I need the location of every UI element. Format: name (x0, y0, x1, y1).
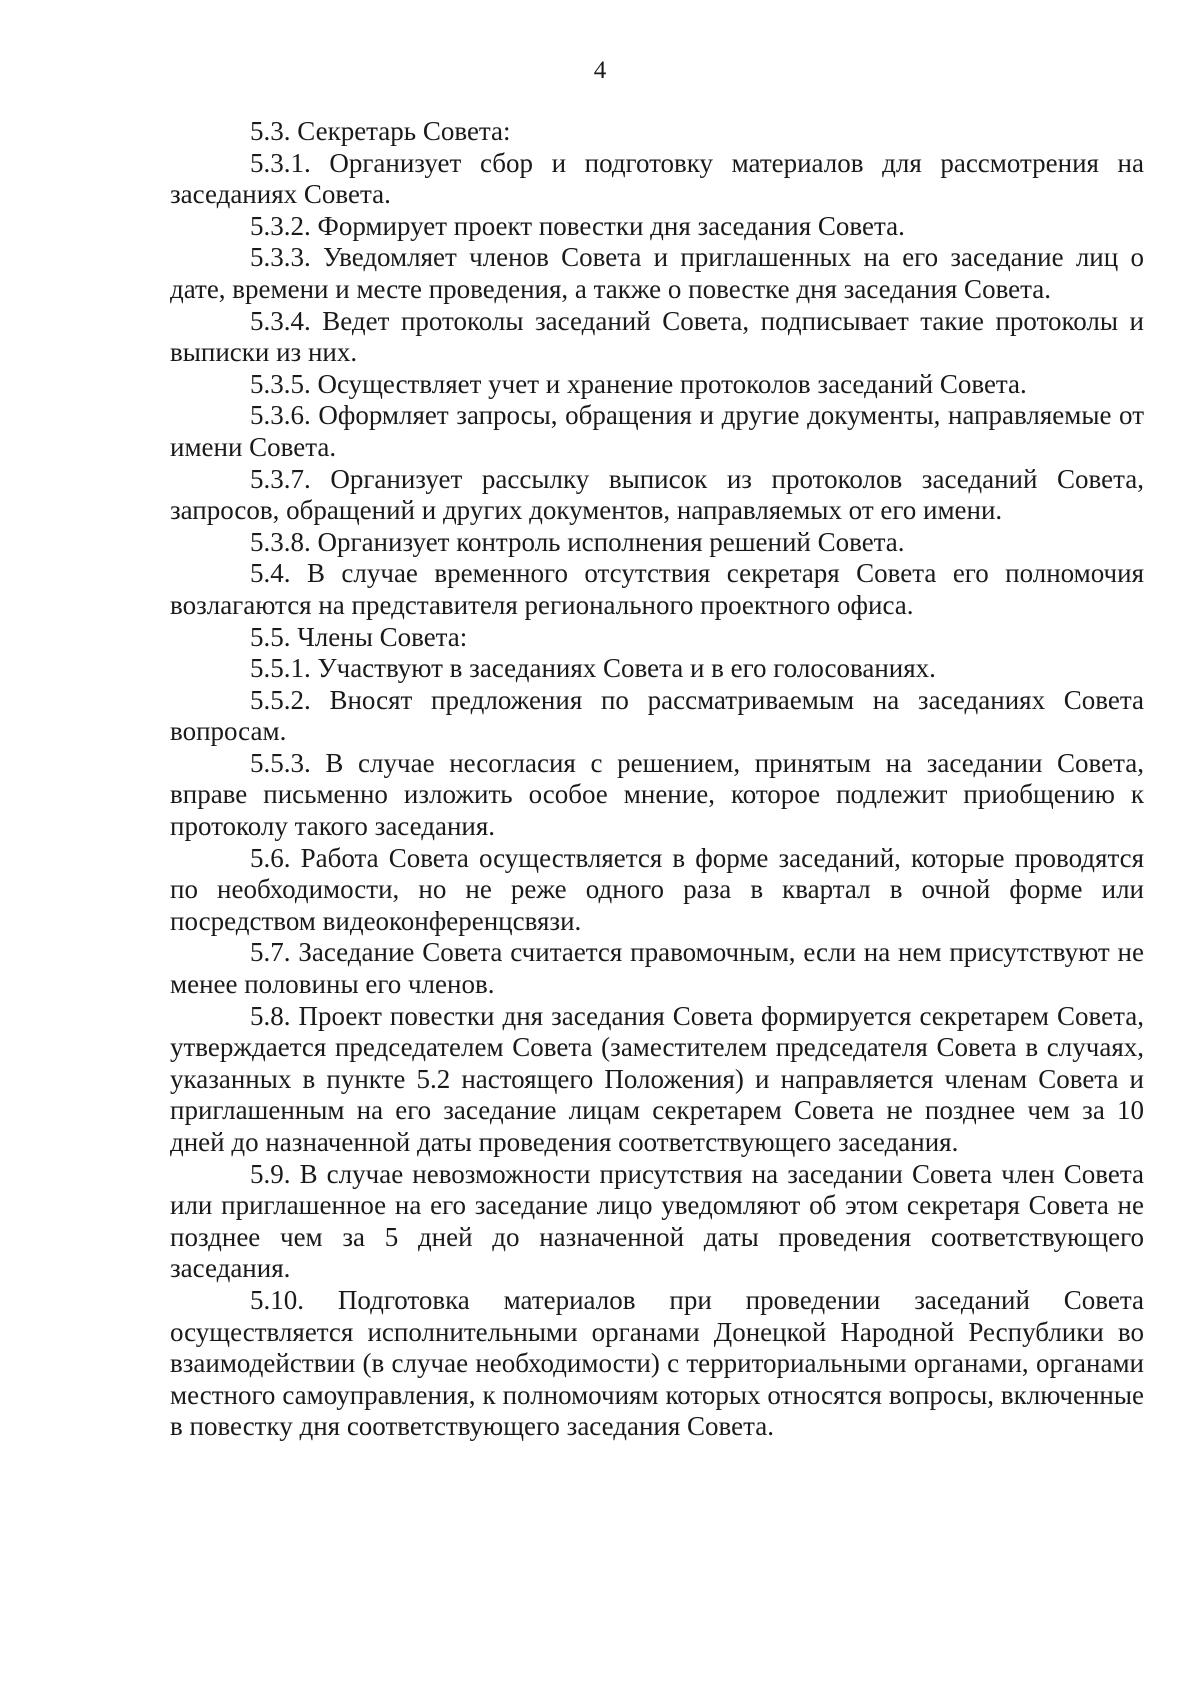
paragraph-5-8: 5.8. Проект повестки дня заседания Совета формируется секретарем Совета, утверждается председателем Совета (заместителем председателя Совета в случаях, указанных в пункте 5.2 настоящего Положения) и направляется членам Совета и приглашенным на его заседание лицам секретарем Совета не позднее чем за 10 дней до назначенной даты проведения соответствующего заседания. (170, 1000, 1144, 1157)
paragraph-5-4: 5.4. В случае временного отсутствия секретаря Совета его полномочия возлагаются на представителя регионального проектного офиса. (170, 558, 1144, 620)
paragraph-5-10: 5.10. Подготовка материалов при проведении заседаний Совета осуществляется исполнительными органами Донецкой Народной Республики во взаимодействии (в случае необходимости) с территориальными органами, органами местного самоуправления, к полномочиям которых относятся вопросы, включенные в повестку дня соответствующего заседания Совета. (170, 1284, 1144, 1442)
paragraph-5-7: 5.7. Заседание Совета считается правомочным, если на нем присутствуют не менее половины его членов. (170, 937, 1144, 1000)
paragraph-5-3-5: 5.3.5. Осуществляет учет и хранение протоколов заседаний Совета. (250, 368, 1027, 399)
document-body (170, 116, 1144, 1443)
paragraph-5-3: 5.3. Секретарь Совета: (250, 116, 511, 146)
paragraph-5-5-2: 5.5.2. Вносят предложения по рассматриваемым на заседаниях Совета вопросам. (170, 684, 1144, 747)
paragraph-5-3-4: 5.3.4. Ведет протоколы заседаний Совета, подписывает такие протоколы и выписки из них. (170, 305, 1144, 368)
paragraph-5-9: 5.9. В случае невозможности присутствия на заседании Совета член Совета или приглашенное на его заседание лицо уведомляют об этом секретаря Совета не позднее чем за 5 дней до назначенной даты проведения соответствующего заседания. (170, 1158, 1144, 1284)
page-number: 4 (593, 57, 607, 84)
paragraph-5-3-1: 5.3.1. Организует сбор и подготовку материалов для рассмотрения на заседаниях Совета. (170, 147, 1144, 210)
paragraph-5-3-3: 5.3.3. Уведомляет членов Совета и приглашенных на его заседание лиц о дате, времени и месте проведения, а также о повестке дня заседания Совета. (170, 242, 1144, 304)
paragraph-5-3-6: 5.3.6. Оформляет запросы, обращения и другие документы, направляемые от имени Совета. (170, 400, 1144, 462)
paragraph-5-5-1: 5.5.1. Участвуют в заседаниях Совета и в его голосованиях. (250, 653, 936, 684)
paragraph-5-5: 5.5. Члены Совета: (250, 621, 468, 652)
paragraph-5-3-2: 5.3.2. Формирует проект повестки дня заседания Совета. (250, 210, 905, 241)
paragraph-5-6: 5.6. Работа Совета осуществляется в форме заседаний, которые проводятся по необходимости, но не реже одного раза в квартал в очной форме или посредством видеоконференцсвязи. (170, 842, 1144, 936)
paragraph-5-3-7: 5.3.7. Организует рассылку выписок из протоколов заседаний Совета, запросов, обращений и других документов, направляемых от его имени. (170, 463, 1144, 526)
paragraph-5-5-3: 5.5.3. В случае несогласия с решением, принятым на заседании Совета, вправе письменно изложить особое мнение, которое подлежит приобщению к протоколу такого заседания. (170, 747, 1144, 842)
paragraph-5-3-8: 5.3.8. Организует контроль исполнения решений Совета. (250, 526, 905, 557)
